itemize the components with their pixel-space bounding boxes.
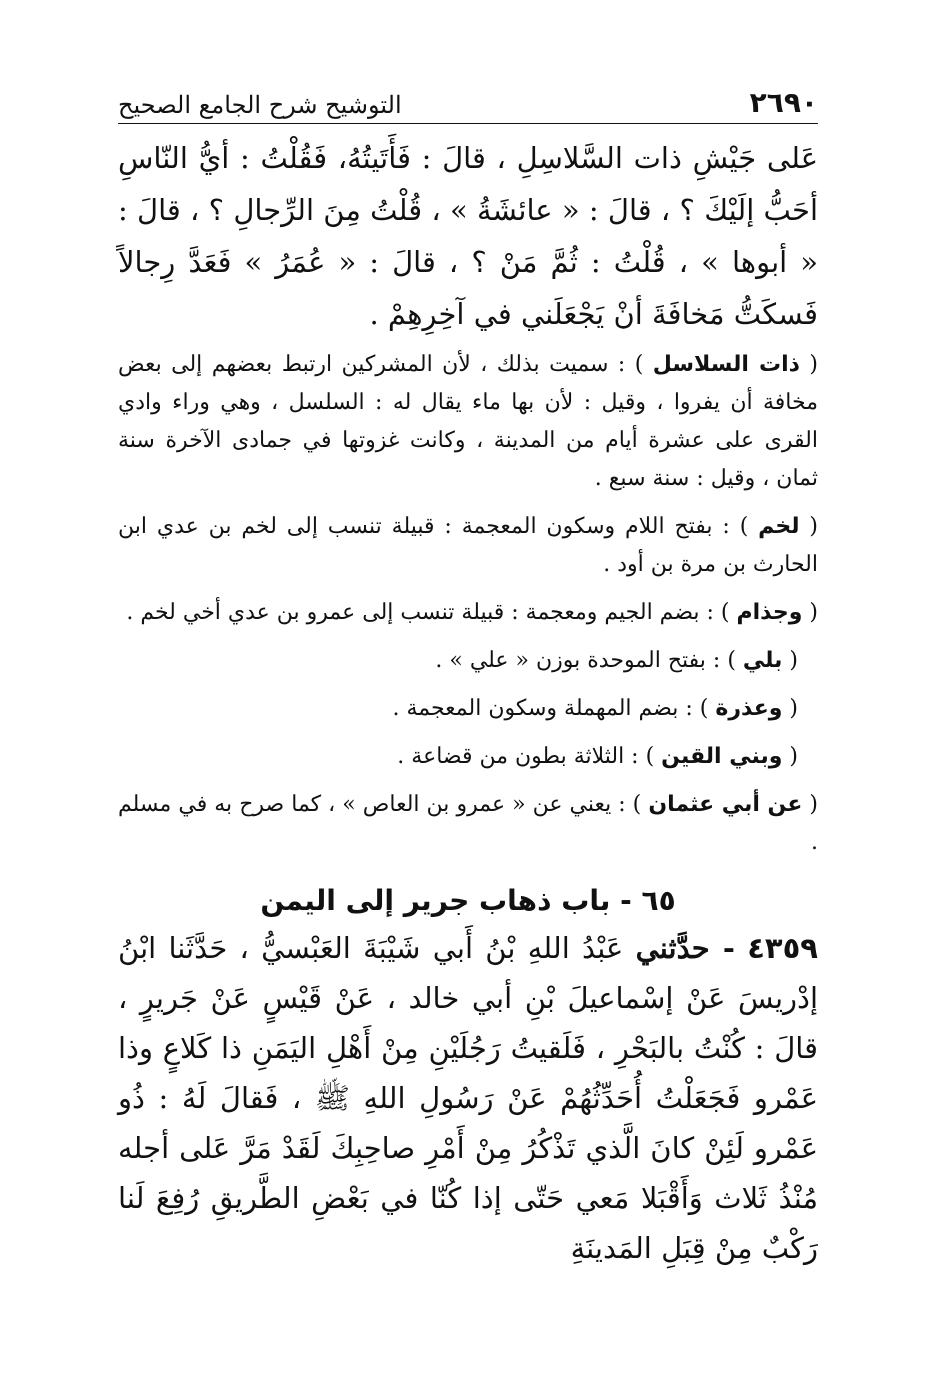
note-dhat-al-salasil: ( ذات السلاسل ) : سميت بذلك ، لأن المشركين ارتبط بعضهم إلى بعض مخافة أن يفروا ، وقيل : لأن بها ماء يقال له : السلسل ، وهي وراء وادي القرى على عشرة أيام من المدينة ، وكانت غزوتها في جمادى الآخرة سنة ثمان ، وقيل : سنة سبع . xyxy=(118,352,818,491)
chapter-heading: ٦٥ - باب ذهاب جرير إلى اليمن xyxy=(260,884,676,917)
hadith-body: عَبْدُ اللهِ بْنُ أَبي شَيْبَةَ العَبْسيُّ ، حَدَّثَنا ابْنُ إدْريسَ عَنْ إسْماعيلَ بْنِ أبي خالد ، عَنْ قَيْسٍ عَنْ جَريرٍ ، قالَ : كُنْتُ بالبَحْرِ ، فَلَقيتُ رَجُلَيْنِ مِنْ أَهْلِ اليَمَنِ ذا كَلاعٍ وذا عَمْرو فَجَعَلْتُ أُحَدِّثُهُمْ عَنْ رَسُولِ اللهِ ﷺ ، فَقالَ لَهُ : ذُو عَمْرو لَئِنْ كانَ الَّذي تَذْكُرُ مِنْ أَمْرِ صاحِبِكَ لَقَدْ مَرَّ عَلى أجله مُنْذُ ثَلاث وَأَقْبَلا مَعي حَتّى إذا كُنّا في بَعْضِ الطَّريقِ رُفِعَ لَنا رَكْبٌ مِنْ قِبَلِ المَدينَةِ xyxy=(118,931,818,1265)
note-text: : بضم المهملة وسكون المعجمة . xyxy=(392,696,693,721)
hadith-lead: - حدَّثني xyxy=(635,931,735,965)
note-bani-al-qayn: ( وبني القين ) : الثلاثة بطون من قضاعة . xyxy=(397,744,798,769)
hadith-number: ٤٣٥٩ xyxy=(747,931,819,965)
running-title: التوشيح شرح الجامع الصحيح xyxy=(118,91,402,119)
page-header xyxy=(118,80,818,124)
note-bali: ( بلي ) : بفتح الموحدة بوزن « علي » . xyxy=(435,648,798,673)
note-text: : الثلاثة بطون من قضاعة . xyxy=(397,744,639,769)
book-page xyxy=(118,80,818,1273)
hadith-4359 xyxy=(118,923,818,1273)
note-abi-uthman: ( عن أبي عثمان ) : يعني عن « عمرو بن العاص » ، كما صرح به في مسلم . xyxy=(118,792,819,855)
note-text: : يعني عن « عمرو بن العاص » ، كما صرح به في مسلم . xyxy=(118,792,818,855)
note-lemma: وعذرة xyxy=(715,696,783,721)
note-text: : بضم الجيم ومعجمة : قبيلة تنسب إلى عمرو بن عدي أخي لخم . xyxy=(126,600,714,625)
note-lemma: بلي xyxy=(742,648,783,673)
note-judham: ( وجذام ) : بضم الجيم ومعجمة : قبيلة تنسب إلى عمرو بن عدي أخي لخم . xyxy=(126,600,818,625)
note-lemma: عن أبي عثمان xyxy=(648,792,803,817)
note-text: : بفتح اللام وسكون المعجمة : قبيلة تنسب إلى لخم بن عدي ابن الحارث بن مرة بن أود . xyxy=(118,514,818,577)
note-udhra: ( وعذرة ) : بضم المهملة وسكون المعجمة . xyxy=(392,696,798,721)
note-text: : سميت بذلك ، لأن المشركين ارتبط بعضهم إلى بعض مخافة أن يفروا ، وقيل : لأن بها ماء يقال له : السلسل ، وهي وراء وادي القرى على عشرة أيام من المدينة ، وكانت غزوتها في جمادى الآخرة سنة ثمان ، وقيل : سنة سبع . xyxy=(118,352,818,491)
note-text: : بفتح الموحدة بوزن « علي » . xyxy=(435,648,721,673)
short-notes xyxy=(118,642,818,776)
note-lemma: لخم xyxy=(758,514,800,539)
note-lemma: وبني القين xyxy=(661,744,783,769)
note-lemma: ذات السلاسل xyxy=(652,352,800,377)
note-lemma: وجذام xyxy=(736,600,803,625)
note-lakhm: ( لخم ) : بفتح اللام وسكون المعجمة : قبيلة تنسب إلى لخم بن عدي ابن الحارث بن مرة بن أود . xyxy=(118,514,819,577)
commentary-notes xyxy=(118,346,818,862)
hadith-continuation: عَلى جَيْشِ ذات السَّلاسِلِ ، قالَ : فَأَتَيتُهُ، فَقُلْتُ : أيُّ النّاسِ أحَبُّ إلَيْكَ ؟ ، قالَ : « عائشَةُ » ، قُلْتُ مِنَ الرِّجالِ ؟ ، قالَ : « أبوها » ، قُلْتُ : ثُمَّ مَنْ ؟ ، قالَ : « عُمَرُ » فَعَدَّ رِجالاً فَسكَتُّ مَخافَةَ أنْ يَجْعَلَني في آخِرِهِمْ . xyxy=(118,141,818,331)
page-number: ٢٦٩٠ xyxy=(749,86,818,119)
